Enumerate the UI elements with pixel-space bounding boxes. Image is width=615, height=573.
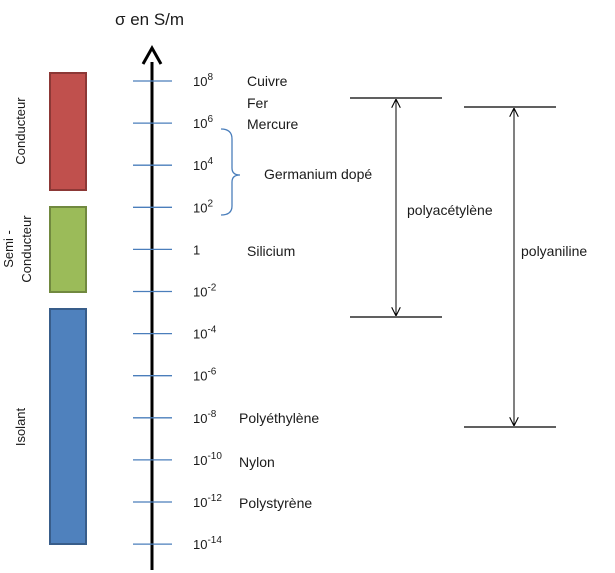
axis-ticks — [133, 72, 222, 552]
tick-label: 1 — [193, 242, 201, 258]
tick-label: $10^{-6}$ — [193, 366, 217, 384]
tick-label: $10^4$ — [193, 156, 214, 174]
tick-label: $10^8$ — [193, 72, 214, 89]
material-mercure: Mercure — [247, 116, 299, 132]
tick-label: $10^{-8}$ — [193, 408, 217, 426]
isolant-label: Isolant — [13, 407, 28, 447]
material-fer: Fer — [247, 95, 268, 111]
tick-label: $10^2$ — [193, 198, 214, 216]
category-semi-conducteur — [1, 207, 86, 292]
tick-label: $10^6$ — [193, 114, 214, 132]
polyacetylene-range — [350, 98, 508, 317]
material-cuivre: Cuivre — [247, 73, 288, 89]
polyaniline-label: polyaniline — [521, 243, 588, 259]
semi-label-line2: Conducteur — [19, 215, 34, 283]
material-silicium: Silicium — [247, 243, 296, 259]
germanium-brace — [221, 129, 240, 215]
tick-label: $10^{-12}$ — [193, 493, 222, 510]
category-conducteur — [13, 73, 86, 190]
tick-label: $10^{-4}$ — [193, 324, 217, 342]
tick-label: $10^{-14}$ — [193, 535, 222, 553]
isolant-bar — [50, 309, 86, 544]
polyaniline-range — [464, 107, 613, 427]
semi-conducteur-bar — [50, 207, 86, 292]
material-nylon: Nylon — [239, 454, 275, 470]
material-germanium: Germanium dopé — [264, 166, 373, 182]
main-axis — [143, 48, 161, 570]
category-isolant — [13, 309, 86, 544]
semi-label-line1: Semi - — [1, 230, 16, 268]
conducteur-label: Conducteur — [13, 97, 28, 165]
material-polyethylene: Polyéthylène — [239, 410, 320, 426]
tick-label: $10^{-2}$ — [193, 282, 217, 300]
material-polystyrene: Polystyrène — [239, 495, 313, 511]
polyacetylene-label: polyacétylène — [407, 202, 493, 218]
tick-label: $10^{-10}$ — [193, 450, 222, 468]
conducteur-bar — [50, 73, 86, 190]
axis-title: σ en S/m — [115, 10, 185, 29]
